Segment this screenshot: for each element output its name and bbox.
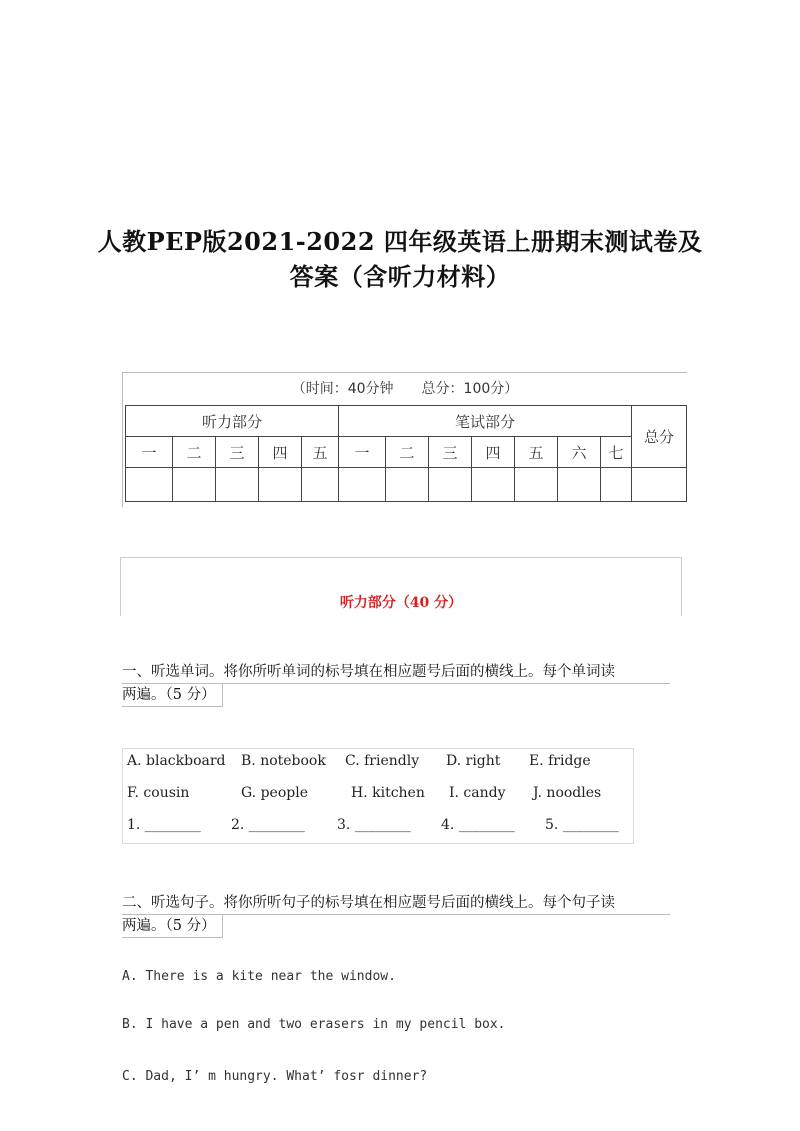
listening-col: 二 (173, 437, 216, 468)
question-1-instruction (122, 661, 682, 707)
word-option: G. people (241, 785, 308, 801)
listening-section-box (120, 557, 682, 616)
question-2-instruction (122, 892, 682, 938)
score-grid (125, 405, 687, 502)
listening-col: 四 (259, 437, 302, 468)
word-option: J. noodles (533, 785, 602, 801)
listening-header: 听力部分 (126, 406, 339, 437)
listening-col: 一 (126, 437, 173, 468)
listening-col: 五 (302, 437, 339, 468)
score-table (122, 372, 687, 507)
answer-blank[interactable]: 5. ________ (545, 817, 619, 833)
score-cell[interactable] (632, 468, 687, 502)
writing-col: 四 (472, 437, 515, 468)
word-option: B. notebook (241, 753, 326, 769)
answer-blank[interactable]: 3. ________ (337, 817, 411, 833)
score-cell[interactable] (386, 468, 429, 502)
score-cell[interactable] (126, 468, 173, 502)
question-1-line2: 两遍。（5 分） (122, 684, 223, 707)
score-cell[interactable] (601, 468, 632, 502)
writing-header: 笔试部分 (339, 406, 632, 437)
score-cell[interactable] (173, 468, 216, 502)
score-cell[interactable] (472, 468, 515, 502)
listening-col: 三 (216, 437, 259, 468)
exam-info: （时间：40分钟 总分：100分） (291, 381, 519, 397)
writing-col: 一 (339, 437, 386, 468)
word-option: F. cousin (127, 785, 190, 801)
question-2-line1: 二、听选句子。将你所听句子的标号填在相应题号后面的横线上。每个句子读 (122, 892, 670, 915)
score-cell[interactable] (429, 468, 472, 502)
word-option: H. kitchen (351, 785, 425, 801)
word-option: I. candy (449, 785, 506, 801)
score-cell[interactable] (515, 468, 558, 502)
word-options-box (122, 748, 634, 844)
word-option: A. blackboard (127, 753, 226, 769)
word-option: D. right (446, 753, 501, 769)
answer-blank[interactable]: 1. ________ (127, 817, 201, 833)
question-1-line1: 一、听选单词。将你所听单词的标号填在相应题号后面的横线上。每个单词读 (122, 661, 670, 684)
document-title-line2: 答案（含听力材料） (289, 262, 511, 291)
word-option: C. friendly (345, 753, 420, 769)
score-cell[interactable] (259, 468, 302, 502)
listening-section-title: 听力部分（40 分） (339, 595, 463, 611)
sentence-option: C. Dad, I’ m hungry. What’ fosr dinner? (122, 1069, 428, 1084)
word-option: E. fridge (529, 753, 591, 769)
score-cell[interactable] (339, 468, 386, 502)
sentence-option: B. I have a pen and two erasers in my pencil box. (122, 1017, 506, 1032)
score-cell[interactable] (216, 468, 259, 502)
writing-col: 三 (429, 437, 472, 468)
answer-blank[interactable]: 4. ________ (441, 817, 515, 833)
score-cell[interactable] (558, 468, 601, 502)
answer-blank[interactable]: 2. ________ (231, 817, 305, 833)
writing-col: 五 (515, 437, 558, 468)
document-title-line1: 人教PEP版2021-2022 四年级英语上册期末测试卷及 (97, 227, 703, 256)
writing-col: 二 (386, 437, 429, 468)
question-2-line2: 两遍。（5 分） (122, 915, 223, 938)
writing-col: 六 (558, 437, 601, 468)
score-cell[interactable] (302, 468, 339, 502)
sentence-option: A. There is a kite near the window. (122, 969, 396, 984)
writing-col: 七 (601, 437, 632, 468)
total-header: 总分 (632, 406, 687, 468)
